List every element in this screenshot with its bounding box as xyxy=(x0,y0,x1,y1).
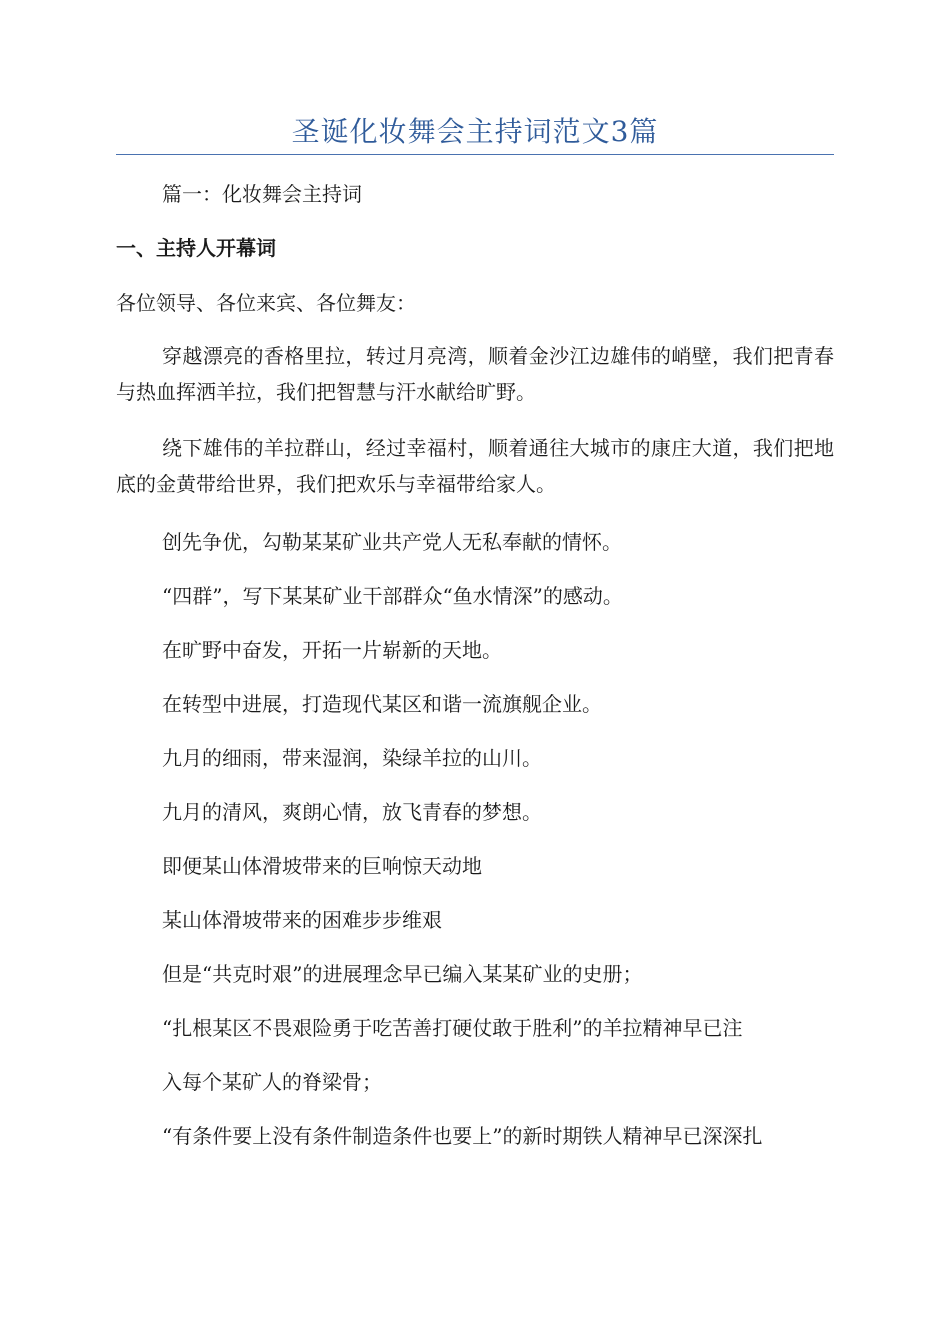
paragraph: “有条件要上没有条件制造条件也要上”的新时期铁人精神早已深深扎 xyxy=(162,1124,763,1148)
paragraph: 某山体滑坡带来的困难步步维艰 xyxy=(162,908,442,932)
paragraph: 创先争优，勾勒某某矿业共产党人无私奉献的情怀。 xyxy=(162,530,622,554)
paragraph: 九月的细雨，带来湿润，染绿羊拉的山川。 xyxy=(162,746,542,770)
document-title: 圣诞化妆舞会主持词范文3篇 xyxy=(291,115,659,148)
section-heading: 一、主持人开幕词 xyxy=(116,236,276,260)
section-label: 篇一：化妆舞会主持词 xyxy=(162,182,362,206)
paragraph: 九月的清风，爽朗心情，放飞青春的梦想。 xyxy=(162,800,542,824)
paragraph: 绕下雄伟的羊拉群山，经过幸福村，顺着通往大城市的康庄大道，我们把地底的金黄带给世界，我们把欢乐与幸福带给家人。 xyxy=(116,436,834,496)
paragraph: 在转型中进展，打造现代某区和谐一流旗舰企业。 xyxy=(162,692,602,716)
paragraph: “四群”，写下某某矿业干部群众“鱼水情深”的感动。 xyxy=(162,584,623,608)
paragraph: “扎根某区不畏艰险勇于吃苦善打硬仗敢于胜利”的羊拉精神早已注 xyxy=(162,1016,743,1040)
title-underline xyxy=(116,154,834,155)
paragraph: 入每个某矿人的脊梁骨； xyxy=(162,1070,382,1094)
greeting-line: 各位领导、各位来宾、各位舞友： xyxy=(116,291,416,315)
paragraph: 穿越漂亮的香格里拉，转过月亮湾，顺着金沙江边雄伟的峭壁，我们把青春与热血挥洒羊拉，我们把智慧与汗水献给旷野。 xyxy=(116,344,834,404)
paragraph: 但是“共克时艰”的进展理念早已编入某某矿业的史册； xyxy=(162,962,643,986)
paragraph: 即便某山体滑坡带来的巨响惊天动地 xyxy=(162,854,482,878)
paragraph: 在旷野中奋发，开拓一片崭新的天地。 xyxy=(162,638,502,662)
